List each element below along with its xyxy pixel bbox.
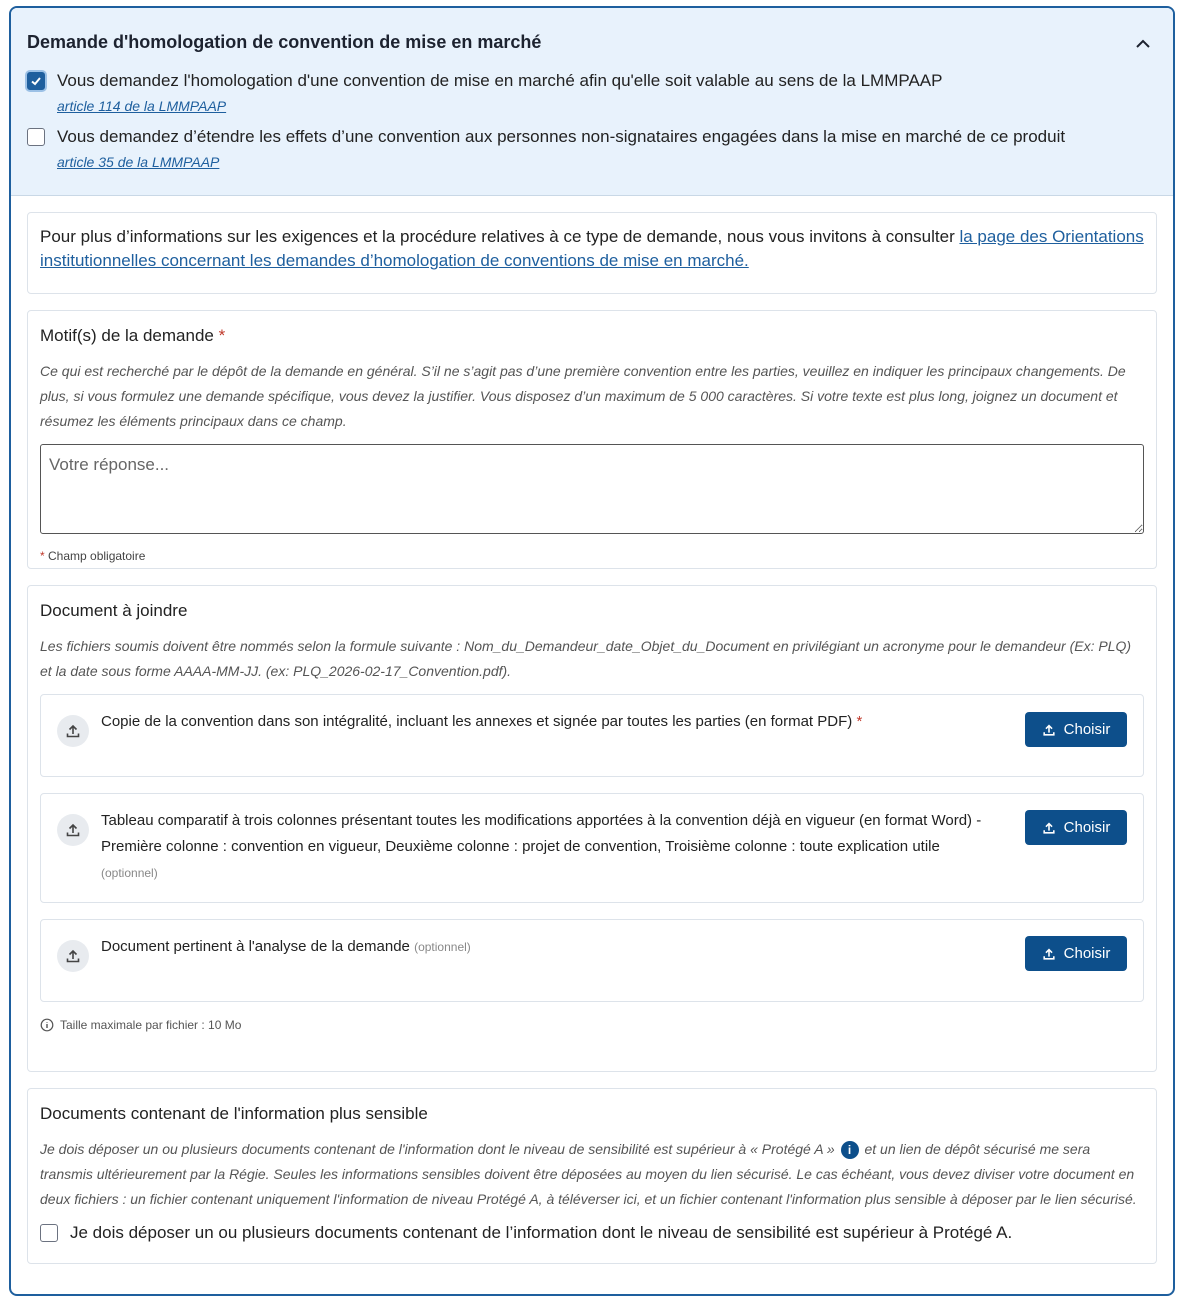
extension-checkbox[interactable]: [27, 128, 45, 146]
article-35-link[interactable]: article 35 de la LMMPAAP: [57, 154, 220, 170]
motif-title-text: Motif(s) de la demande: [40, 326, 214, 345]
file-row-comparatif: [40, 793, 1144, 903]
sensitive-card: [27, 1088, 1157, 1264]
required-mark: *: [856, 713, 863, 730]
motif-title: [40, 325, 1144, 347]
max-size-text: Taille maximale par fichier : 10 Mo: [60, 1018, 242, 1032]
documents-help: Les fichiers soumis doivent être nommés selon la formule suivante : Nom_du_Demandeur_date_Objet_du_Document en privilégiant un acronyme pour le demandeur (Ex: PLQ) et la date sous forme AAAA-MM-JJ. (ex: PLQ_2026-02-17_Convention.pdf).: [40, 638, 1132, 679]
file-row-convention: [40, 694, 1144, 777]
required-note-text: Champ obligatoire: [44, 549, 146, 563]
sensitive-title: Documents contenant de l'information plus sensible: [40, 1104, 428, 1123]
file-label: [101, 709, 993, 735]
choose-comparatif-button[interactable]: [1025, 810, 1127, 845]
documents-title: Document à joindre: [40, 601, 188, 620]
required-mark: *: [218, 326, 226, 345]
file-label-text: Copie de la convention dans son intégralité, incluant les annexes et signée par toutes les parties (en format PDF): [101, 713, 853, 730]
file-label: [101, 934, 993, 960]
extension-label: Vous demandez d’étendre les effets d’une convention aux personnes non-signataires engagées dans la mise en marché de ce produit: [57, 127, 1066, 146]
upload-icon: [1042, 723, 1056, 737]
optional-tag: (optionnel): [101, 866, 158, 880]
upload-icon: [1042, 821, 1056, 835]
choose-pertinent-button[interactable]: [1025, 936, 1127, 971]
info-card: [27, 212, 1157, 294]
upload-icon: [57, 940, 89, 972]
info-icon: [40, 1018, 54, 1032]
info-icon[interactable]: i: [841, 1141, 859, 1159]
orientations-link[interactable]: la page des Orientations institutionnelles concernant les demandes d’homologation de conventions de mise en marché.: [40, 227, 1144, 270]
sensitive-checkbox[interactable]: [40, 1224, 58, 1242]
sensitive-option: [40, 1222, 1144, 1244]
max-size-note: [40, 1018, 1144, 1032]
info-text: [40, 225, 1144, 273]
option-homologation: [27, 70, 1157, 114]
required-note-mark: *: [40, 549, 45, 563]
documents-card: [27, 585, 1157, 1072]
choose-convention-button[interactable]: [1025, 712, 1127, 747]
choose-button-label: Choisir: [1063, 945, 1111, 962]
panel-header: [11, 8, 1173, 196]
choose-button-label: Choisir: [1063, 819, 1111, 836]
check-icon: [29, 74, 43, 88]
option-extension: [27, 126, 1157, 170]
file-label-text: Document pertinent à l'analyse de la demande: [101, 938, 410, 955]
info-text-body: Pour plus d’informations sur les exigences et la procédure relatives à ce type de demande, nous vous invitons à consulter: [40, 227, 960, 246]
panel-title: Demande d'homologation de convention de mise en marché: [27, 32, 542, 52]
homologation-checkbox[interactable]: [27, 72, 45, 90]
required-note: [40, 549, 1144, 563]
upload-icon: [57, 814, 89, 846]
file-row-pertinent: [40, 919, 1144, 1002]
request-panel: [9, 6, 1175, 1296]
choose-button-label: Choisir: [1063, 721, 1111, 738]
file-label-text: Tableau comparatif à trois colonnes présentant toutes les modifications apportées à la convention déjà en vigueur (en format Word) - Première colonne : convention en vigueur, Deuxième colonne : projet de convention, Troisième colonne : toute explication utile: [101, 812, 982, 855]
homologation-label: Vous demandez l'homologation d'une convention de mise en marché afin qu'elle soit valable au sens de la LMMPAAP: [57, 71, 943, 90]
chevron-up-icon[interactable]: [1133, 34, 1153, 54]
article-114-link[interactable]: article 114 de la LMMPAAP: [57, 98, 227, 114]
motif-textarea[interactable]: [40, 444, 1144, 534]
sensitive-help: [40, 1137, 1144, 1212]
optional-tag: (optionnel): [414, 940, 471, 954]
sensitive-checkbox-label: Je dois déposer un ou plusieurs documents contenant de l’information dont le niveau de sensibilité est supérieur à Protégé A.: [70, 1223, 1013, 1242]
sensitive-help-before: Je dois déposer un ou plusieurs documents contenant de l'information dont le niveau de sensibilité est supérieur à « Protégé A »: [40, 1141, 835, 1157]
motif-help: Ce qui est recherché par le dépôt de la demande en général. S’il ne s’agit pas d’une première convention entre les parties, veuillez en indiquer les principaux changements. De plus, si vous formulez une demande spécifique, vous devez la justifier. Vous disposez d’un maximum de 5 000 caractères. Si votre texte est plus long, joignez un document et résumez les éléments principaux dans ce champ.: [40, 363, 1126, 429]
upload-icon: [57, 715, 89, 747]
upload-icon: [1042, 947, 1056, 961]
file-label: [101, 808, 993, 886]
motif-card: [27, 310, 1157, 569]
sensitive-help-after: et un lien de dépôt sécurisé me sera transmis ultérieurement par la Régie. Seules les informations sensibles doivent être déposées au moyen du lien sécurisé. Le cas échéant, vous devez diviser votre document en deux fichiers : un fichier contenant uniquement l'information de niveau Protégé A, à téléverser ici, et un fichier contenant l'information plus sensible à déposer par le lien sécurisé.: [40, 1141, 1137, 1207]
